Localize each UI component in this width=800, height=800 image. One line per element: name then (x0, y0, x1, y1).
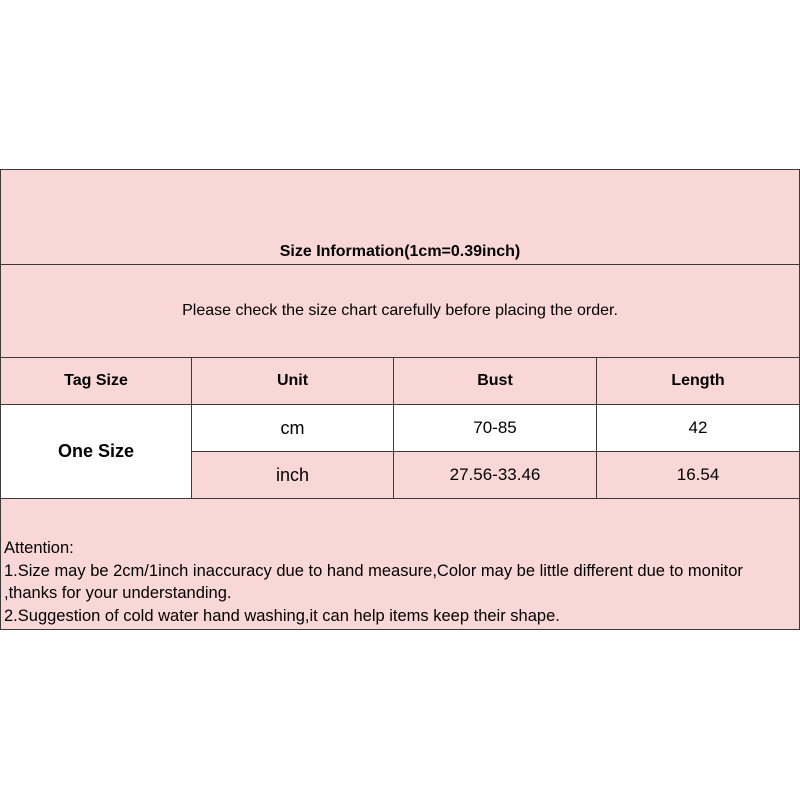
unit-inch: inch (192, 452, 394, 499)
attention-line-2: ,thanks for your understanding. (4, 584, 232, 602)
header-row (1, 358, 800, 405)
header-length: Length (597, 358, 800, 405)
size-chart-note: Please check the size chart carefully before placing the order. (182, 302, 618, 319)
bust-inch: 27.56-33.46 (394, 452, 597, 499)
bust-cm: 70-85 (394, 405, 597, 452)
attention-heading: Attention: (4, 539, 74, 557)
length-inch: 16.54 (597, 452, 800, 499)
unit-cm: cm (192, 405, 394, 452)
attention-line-1: 1.Size may be 2cm/1inch inaccuracy due to hand measure,Color may be little different due to monitor (4, 561, 743, 580)
table-row (1, 405, 800, 452)
title-cell (1, 170, 800, 265)
note-cell (1, 265, 800, 358)
length-cm: 42 (597, 405, 800, 452)
header-tag-size: Tag Size (1, 358, 192, 405)
size-label: One Size (1, 405, 192, 499)
attention-cell (1, 499, 800, 630)
header-bust: Bust (394, 358, 597, 405)
size-info-title: Size Information(1cm=0.39inch) (279, 243, 521, 260)
attention-line-3: 2.Suggestion of cold water hand washing,it can help items keep their shape. (4, 606, 560, 625)
size-chart-table (0, 169, 800, 630)
header-unit: Unit (192, 358, 394, 405)
attention-block (1, 537, 799, 629)
